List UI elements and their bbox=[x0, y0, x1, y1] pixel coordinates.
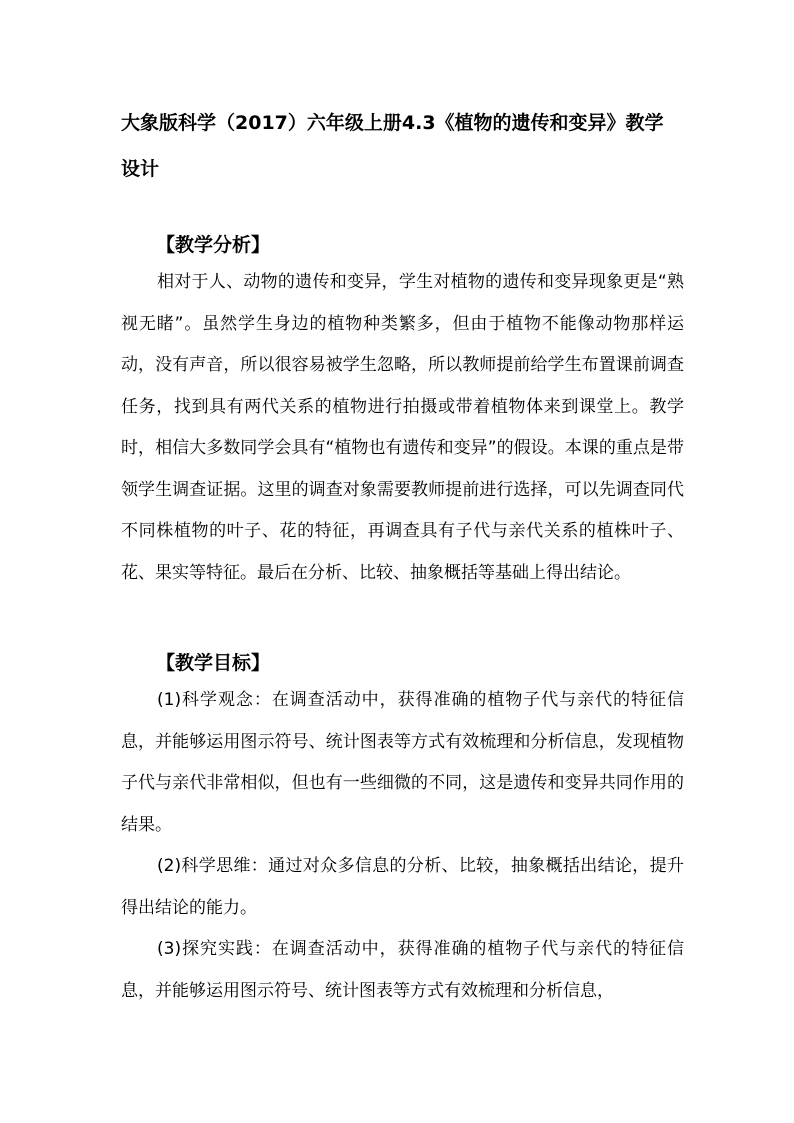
paragraph-objective-2: (2)科学思维：通过对众多信息的分析、比较，抽象概括出结论，提升得出结论的能力。 bbox=[121, 856, 684, 918]
paragraph-objective-3: (3)探究实践：在调查活动中，获得准确的植物子代与亲代的特征信息，并能够运用图示符号、统计图表等方式有效梳理和分析信息， bbox=[121, 939, 684, 1001]
document-title: 大象版科学（2017）六年级上册4.3《植物的遗传和变异》教学设计 bbox=[121, 112, 664, 180]
section-heading-analysis: 【教学分析】 bbox=[156, 234, 271, 256]
paragraph-objective-1: (1)科学观念：在调查活动中，获得准确的植物子代与亲代的特征信息，并能够运用图示符号、统计图表等方式有效梳理和分析信息，发现植物子代与亲代非常相似，但也有一些细微的不同，这是遗传和变异共同作用的结果。 bbox=[121, 690, 684, 835]
section-heading-objectives: 【教学目标】 bbox=[156, 652, 271, 674]
paragraph-analysis: 相对于人、动物的遗传和变异，学生对植物的遗传和变异现象更是“熟视无睹”。虽然学生身边的植物种类繁多，但由于植物不能像动物那样运动，没有声音，所以很容易被学生忽略，所以教师提前给学生布置课前调查任务，找到具有两代关系的植物进行拍摄或带着植物体来到课堂上。教学时，相信大多数同学会具有“植物也有遗传和变异”的假设。本课的重点是带领学生调查证据。这里的调查对象需要教师提前进行选择，可以先调查同代不同株植物的叶子、花的特征，再调查具有子代与亲代关系的植株叶子、花、果实等特征。最后在分析、比较、抽象概括等基础上得出结论。 bbox=[121, 272, 684, 583]
